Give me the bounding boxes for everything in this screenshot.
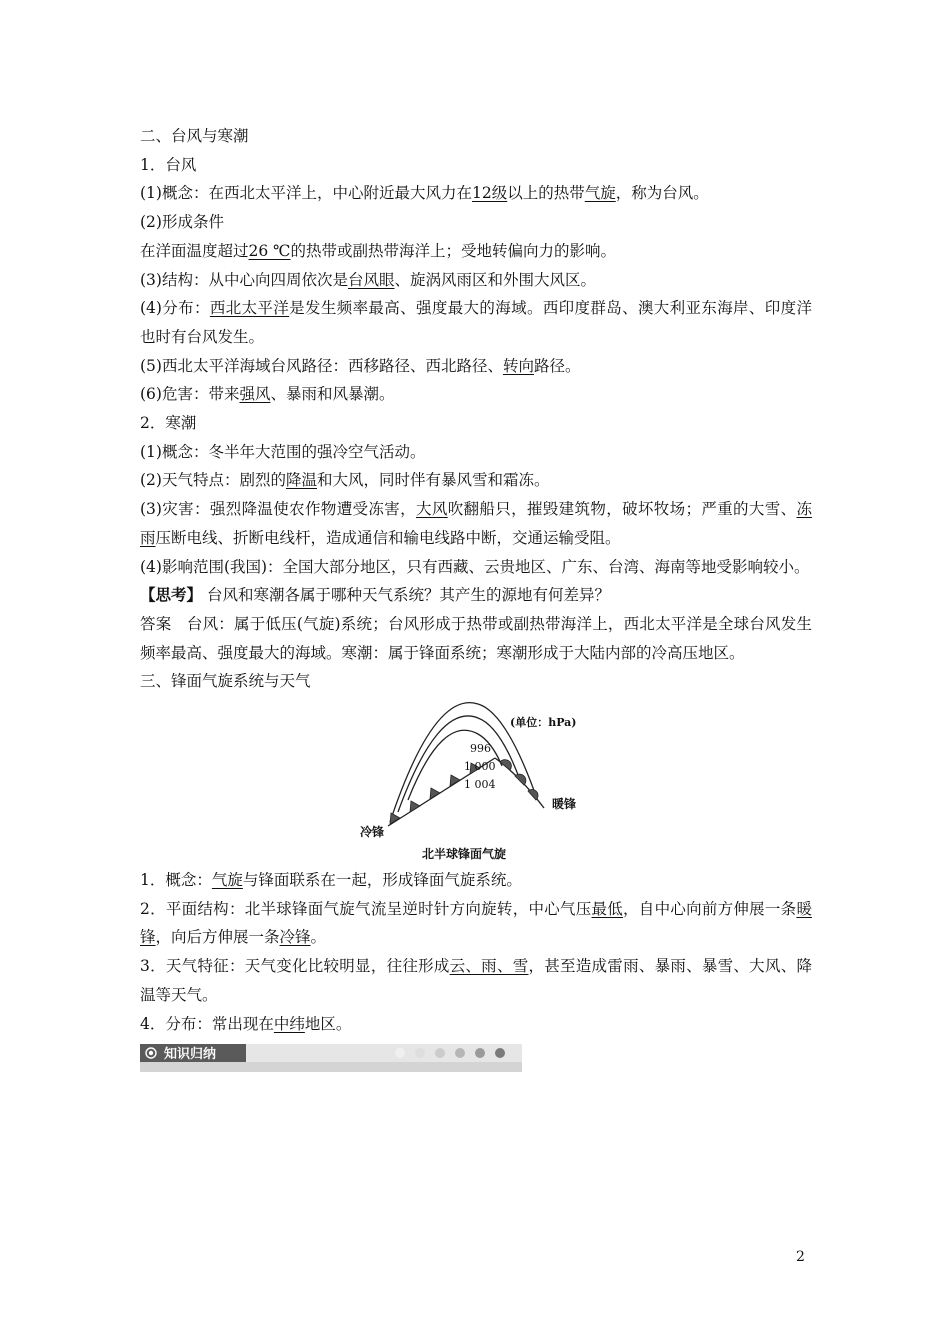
cyclone-distribution: 4．分布：常出现在中纬地区。 xyxy=(140,1014,352,1033)
typhoon-hazards: (6)危害：带来强风、暴雨和风暴潮。 xyxy=(140,385,395,404)
bullet-icon xyxy=(149,1051,153,1055)
section-heading-typhoon-coldwave: 二、台风与寒潮 xyxy=(140,127,249,145)
document-body xyxy=(140,122,812,1072)
cold-front-triangle xyxy=(450,775,460,786)
warm-front-semicircle xyxy=(528,790,538,801)
decor-dot xyxy=(415,1048,425,1058)
decor-dot xyxy=(455,1048,465,1058)
decor-dot xyxy=(435,1048,445,1058)
subheading-coldwave: 2．寒潮 xyxy=(140,414,197,433)
decor-dot xyxy=(395,1048,405,1058)
subheading-typhoon: 1．台风 xyxy=(140,155,197,174)
knowledge-summary-bar xyxy=(140,1044,522,1072)
page-number: 2 xyxy=(796,1249,805,1265)
typhoon-formation: 在洋面温度超过26 ℃的热带或副热带海洋上；受地转偏向力的影响。 xyxy=(140,241,617,260)
coldwave-scope: (4)影响范围(我国)：全国大部分地区，只有西藏、云贵地区、广东、台湾、海南等地受影响较小。 xyxy=(140,557,810,576)
coldwave-weather: (2)天气特点：剧烈的降温和大风，同时伴有暴风雪和霜冻。 xyxy=(140,471,550,490)
figure-caption: 北半球锋面气旋 xyxy=(422,847,507,862)
isobar-label: 996 xyxy=(470,742,491,756)
unit-label: (单位：hPa) xyxy=(510,716,577,730)
frontal-cyclone-diagram xyxy=(360,696,600,864)
answer-label: 答案 xyxy=(140,614,172,633)
typhoon-paths: (5)西北太平洋海域台风路径：西移路径、西北路径、转向路径。 xyxy=(140,356,581,375)
section-heading-frontal-cyclone: 三、锋面气旋系统与天气 xyxy=(140,672,311,691)
cold-front-label: 冷锋 xyxy=(360,825,385,840)
warm-front-semicircle xyxy=(515,774,526,785)
think-question: 【思考】 台风和寒潮各属于哪种天气系统？其产生的源地有何差异？ xyxy=(140,585,610,605)
knowledge-summary-label: 知识归纳 xyxy=(164,1047,217,1063)
cold-front-triangle xyxy=(390,813,400,824)
coldwave-concept: (1)概念：冬半年大范围的强冷空气活动。 xyxy=(140,442,426,461)
isobar-label: 1 000 xyxy=(464,760,496,774)
frontal-cyclone-figure xyxy=(140,696,812,866)
cyclone-concept: 1．概念：气旋与锋面联系在一起，形成锋面气旋系统。 xyxy=(140,871,522,890)
typhoon-concept: (1)概念：在西北太平洋上，中心附近最大风力在12级以上的热带气旋，称为台风。 xyxy=(140,184,709,203)
typhoon-structure: (3)结构：从中心向四周依次是台风眼、旋涡风雨区和外围大风区。 xyxy=(140,270,596,289)
think-answer: 答案 台风：属于低压(气旋)系统；台风形成于热带或副热带海洋上，西北太平洋是全球台风发生频率最高、强度最大的海域。寒潮：属于锋面系统；寒潮形成于大陆内部的冷高压地区。 xyxy=(140,614,812,662)
cyclone-weather: 3．天气特征：天气变化比较明显，往往形成云、雨、雪，甚至造成雷雨、暴雨、暴雪、大风、降温等天气。 xyxy=(140,957,812,1004)
think-label: 【思考】 xyxy=(140,585,203,605)
cold-front-triangle xyxy=(410,801,420,812)
bar-bottom-shade xyxy=(140,1062,522,1072)
warm-front-label: 暖锋 xyxy=(552,797,577,812)
typhoon-distribution: (4)分布：西北太平洋是发生频率最高、强度最大的海域。西印度群岛、澳大利亚东海岸、印度洋也时有台风发生。 xyxy=(140,299,812,346)
coldwave-disasters: (3)灾害：强烈降温使农作物遭受冻害，大风吹翻船只，摧毁建筑物，破坏牧场；严重的大雪、冻雨压断电线、折断电线杆，造成通信和输电线路中断，交通运输受阻。 xyxy=(140,500,812,547)
cold-front-triangle xyxy=(430,788,440,799)
isobar-label: 1 004 xyxy=(464,778,496,792)
typhoon-formation-title: (2)形成条件 xyxy=(140,213,224,232)
decor-dot xyxy=(495,1048,505,1058)
decor-dot xyxy=(475,1048,485,1058)
cyclone-structure: 2．平面结构：北半球锋面气旋气流呈逆时针方向旋转，中心气压最低，自中心向前方伸展一条暖锋，向后方伸展一条冷锋。 xyxy=(140,899,812,947)
